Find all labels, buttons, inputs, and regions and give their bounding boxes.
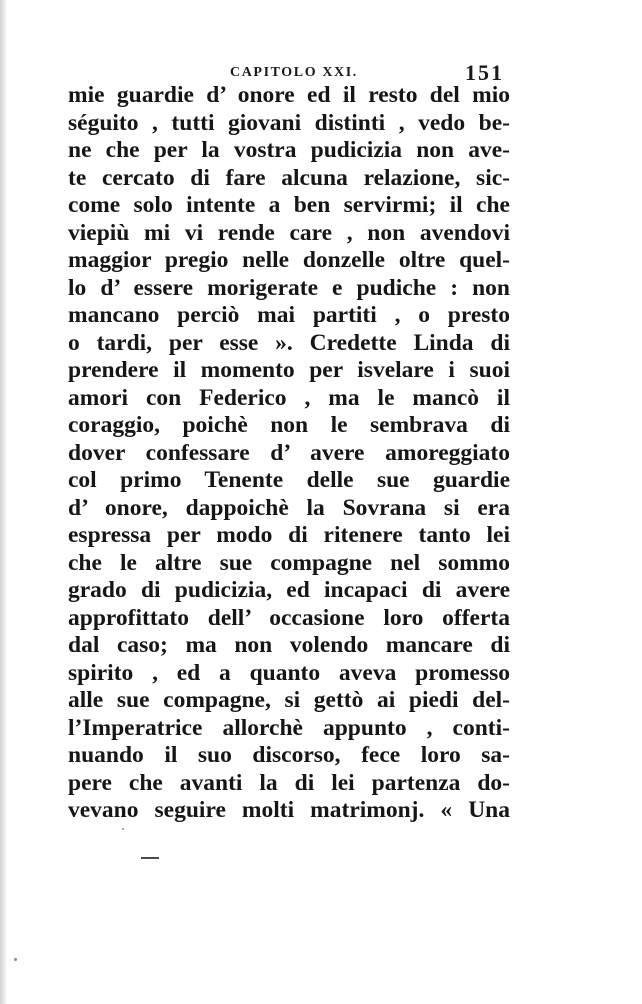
text-line: mancano perciò mai partiti , o presto bbox=[68, 302, 510, 328]
text-line: amori con Federico , ma le mancò il bbox=[68, 384, 510, 411]
printer-mark bbox=[141, 857, 159, 859]
text-line: viepiù mi vi rende care , non avendovi bbox=[68, 219, 510, 246]
text-line: dover confessare d’ avere amoreggiato bbox=[68, 439, 510, 466]
body-text bbox=[68, 82, 510, 825]
text-line: l’Imperatrice allorchè appunto , conti- bbox=[68, 714, 510, 741]
text-line: approfittato dell’ occasione loro offerta bbox=[68, 604, 510, 631]
text-line: alle sue compagne, si gettò ai piedi del- bbox=[68, 687, 510, 713]
text-line: o tardi, per esse ». Credette Linda di bbox=[68, 329, 510, 356]
text-line: te cercato di fare alcuna relazione, sic- bbox=[68, 164, 510, 191]
text-line: coraggio, poichè non le sembrava di bbox=[68, 412, 510, 438]
text-line: maggior pregio nelle donzelle oltre quel- bbox=[68, 247, 511, 273]
paper-speck bbox=[122, 828, 124, 830]
text-line: col primo Tenente delle sue guardie bbox=[68, 467, 511, 493]
text-line: ne che per la vostra pudicizia non ave- bbox=[68, 137, 511, 163]
page-binding-edge bbox=[0, 0, 7, 1004]
text-line: che le altre sue compagne nel sommo bbox=[68, 549, 510, 576]
text-line: nuando il suo discorso, fece loro sa- bbox=[68, 742, 511, 768]
text-line: spirito , ed a quanto aveva promesso bbox=[68, 659, 511, 686]
paper-speck bbox=[14, 958, 17, 961]
text-line: espressa per modo di ritenere tanto lei bbox=[68, 522, 511, 548]
page-number: 151 bbox=[465, 60, 504, 85]
text-line: mie guardie d’ onore ed il resto del mio bbox=[68, 82, 511, 108]
text-line: lo d’ essere morigerate e pudiche : non bbox=[68, 274, 510, 301]
text-line: grado di pudicizia, ed incapaci di avere bbox=[68, 577, 511, 603]
text-line: prendere il momento per isvelare i suoi bbox=[68, 357, 510, 383]
text-line: come solo intente a ben servirmi; il che bbox=[68, 192, 510, 218]
text-line: vevano seguire molti matrimonj. « Una bbox=[68, 797, 510, 823]
text-line: pere che avanti la di lei partenza do- bbox=[68, 769, 510, 796]
chapter-title: CAPITOLO XXI. bbox=[230, 65, 358, 80]
text-line: d’ onore, dappoichè la Sovrana si era bbox=[68, 494, 510, 521]
text-line: séguito , tutti giovani distinti , vedo be- bbox=[68, 109, 510, 136]
text-line: dal caso; ma non volendo mancare di bbox=[68, 632, 510, 658]
